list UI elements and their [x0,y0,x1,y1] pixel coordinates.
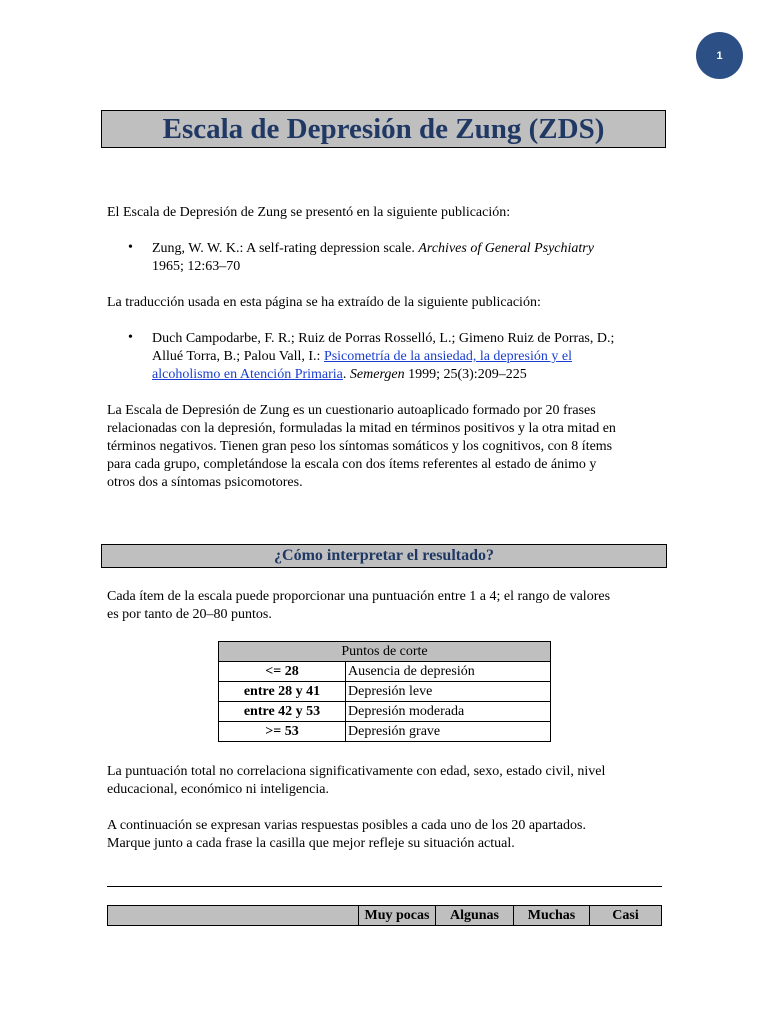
cutoff-label: Depresión moderada [346,702,551,722]
reference-zung [152,240,672,276]
correlation-line: La puntuación total no correlaciona significativamente con edad, sexo, estado civil, nivel [107,764,606,779]
table-row [219,682,551,702]
score-text-line: Cada ítem de la escala puede proporcionar una puntuación entre 1 a 4; el rango de valores [107,589,611,604]
page-title [101,110,666,148]
ref2-journal: Semergen [349,367,405,382]
description-line: relacionadas con la depresión, formuladas la mitad en términos positivos y la otra mitad en [107,421,616,436]
score-text-line: es por tanto de 20–80 puntos. [107,607,272,622]
translation-note: La traducción usada en esta página se ha extraído de la siguiente publicación: [107,295,541,310]
ref1-journal: Archives of General Psychiatry [418,241,594,256]
cutoff-range: <= 28 [219,662,346,682]
ref1-authors: Zung, W. W. K.: A self-rating depression scale. [152,241,415,256]
link-line2: alcoholismo en Atención Primaria [152,367,343,382]
intro-presented: El Escala de Depresión de Zung se presentó en la siguiente publicación: [107,205,511,220]
description-line: para cada grupo, completándose la escala con dos ítems referentes al estado de ánimo y [107,457,597,472]
bullet-icon: • [128,330,133,345]
instructions-line: A continuación se expresan varias respuestas posibles a cada uno de los 20 apartados. [107,818,586,833]
instructions-line: Marque junto a cada frase la casilla que mejor refleje su situación actual. [107,836,515,851]
ref1-details: 1965; 12:63–70 [152,259,241,274]
table-row [219,702,551,722]
ref2-details: 1999; 25(3):209–225 [408,367,527,382]
response-col-muchas: Muchas [514,906,590,926]
page-title-text: Escala de Depresión de Zung (ZDS) [162,112,605,145]
description-line: otros dos a síntomas psicomotores. [107,475,303,490]
reference-duch: Duch Campodarbe, F. R.; Ruiz de Porras Rosselló, L.; Gimeno Ruiz de Porras, D.; Allué Torra, B.; Palou Vall, I.: Psicometría de la ansiedad, la depresión y el alcoholismo en Atención Primaria. Semergen 1999; 25(3):209–225 [152,331,615,382]
cutoff-table [218,641,551,742]
response-table-header [107,905,662,926]
table-row [219,662,551,682]
ref2-authors-line2: Allué Torra, B.; Palou Vall, I.: [152,349,321,364]
scale-description [107,402,667,492]
response-col-item [108,906,359,926]
cutoff-range: entre 28 y 41 [219,682,346,702]
description-line: La Escala de Depresión de Zung es un cuestionario autoaplicado formado por 20 frases [107,403,596,418]
horizontal-divider [107,886,662,887]
response-col-algunas: Algunas [436,906,514,926]
score-range-text [107,588,667,624]
table-row [219,722,551,742]
link-line1: Psicometría de la ansiedad, la depresión y el [323,349,572,364]
cutoff-label: Depresión grave [346,722,551,742]
cutoff-range: >= 53 [219,722,346,742]
response-col-muy-pocas: Muy pocas [359,906,436,926]
cutoff-table-header: Puntos de corte [219,642,551,662]
instructions-text [107,817,667,853]
cutoff-label: Ausencia de depresión [346,662,551,682]
bullet-icon: • [128,240,133,255]
correlation-text [107,763,667,799]
section-heading-text: ¿Cómo interpretar el resultado? [274,547,494,564]
description-line: términos negativos. Tienen gran peso los síntomas somáticos y los cognitivos, con 8 ítems [107,439,613,454]
response-header-row [108,906,662,926]
ref2-authors-line1: Duch Campodarbe, F. R.; Ruiz de Porras Rosselló, L.; Gimeno Ruiz de Porras, D.; [152,331,615,346]
cutoff-range: entre 42 y 53 [219,702,346,722]
cutoff-label: Depresión leve [346,682,551,702]
response-col-casi: Casi [590,906,662,926]
correlation-line: educacional, económico ni inteligencia. [107,782,329,797]
cutoff-table-header-row [219,642,551,662]
page-number: 1 [716,49,723,62]
page-number-badge [696,32,743,79]
section-heading [101,544,667,568]
